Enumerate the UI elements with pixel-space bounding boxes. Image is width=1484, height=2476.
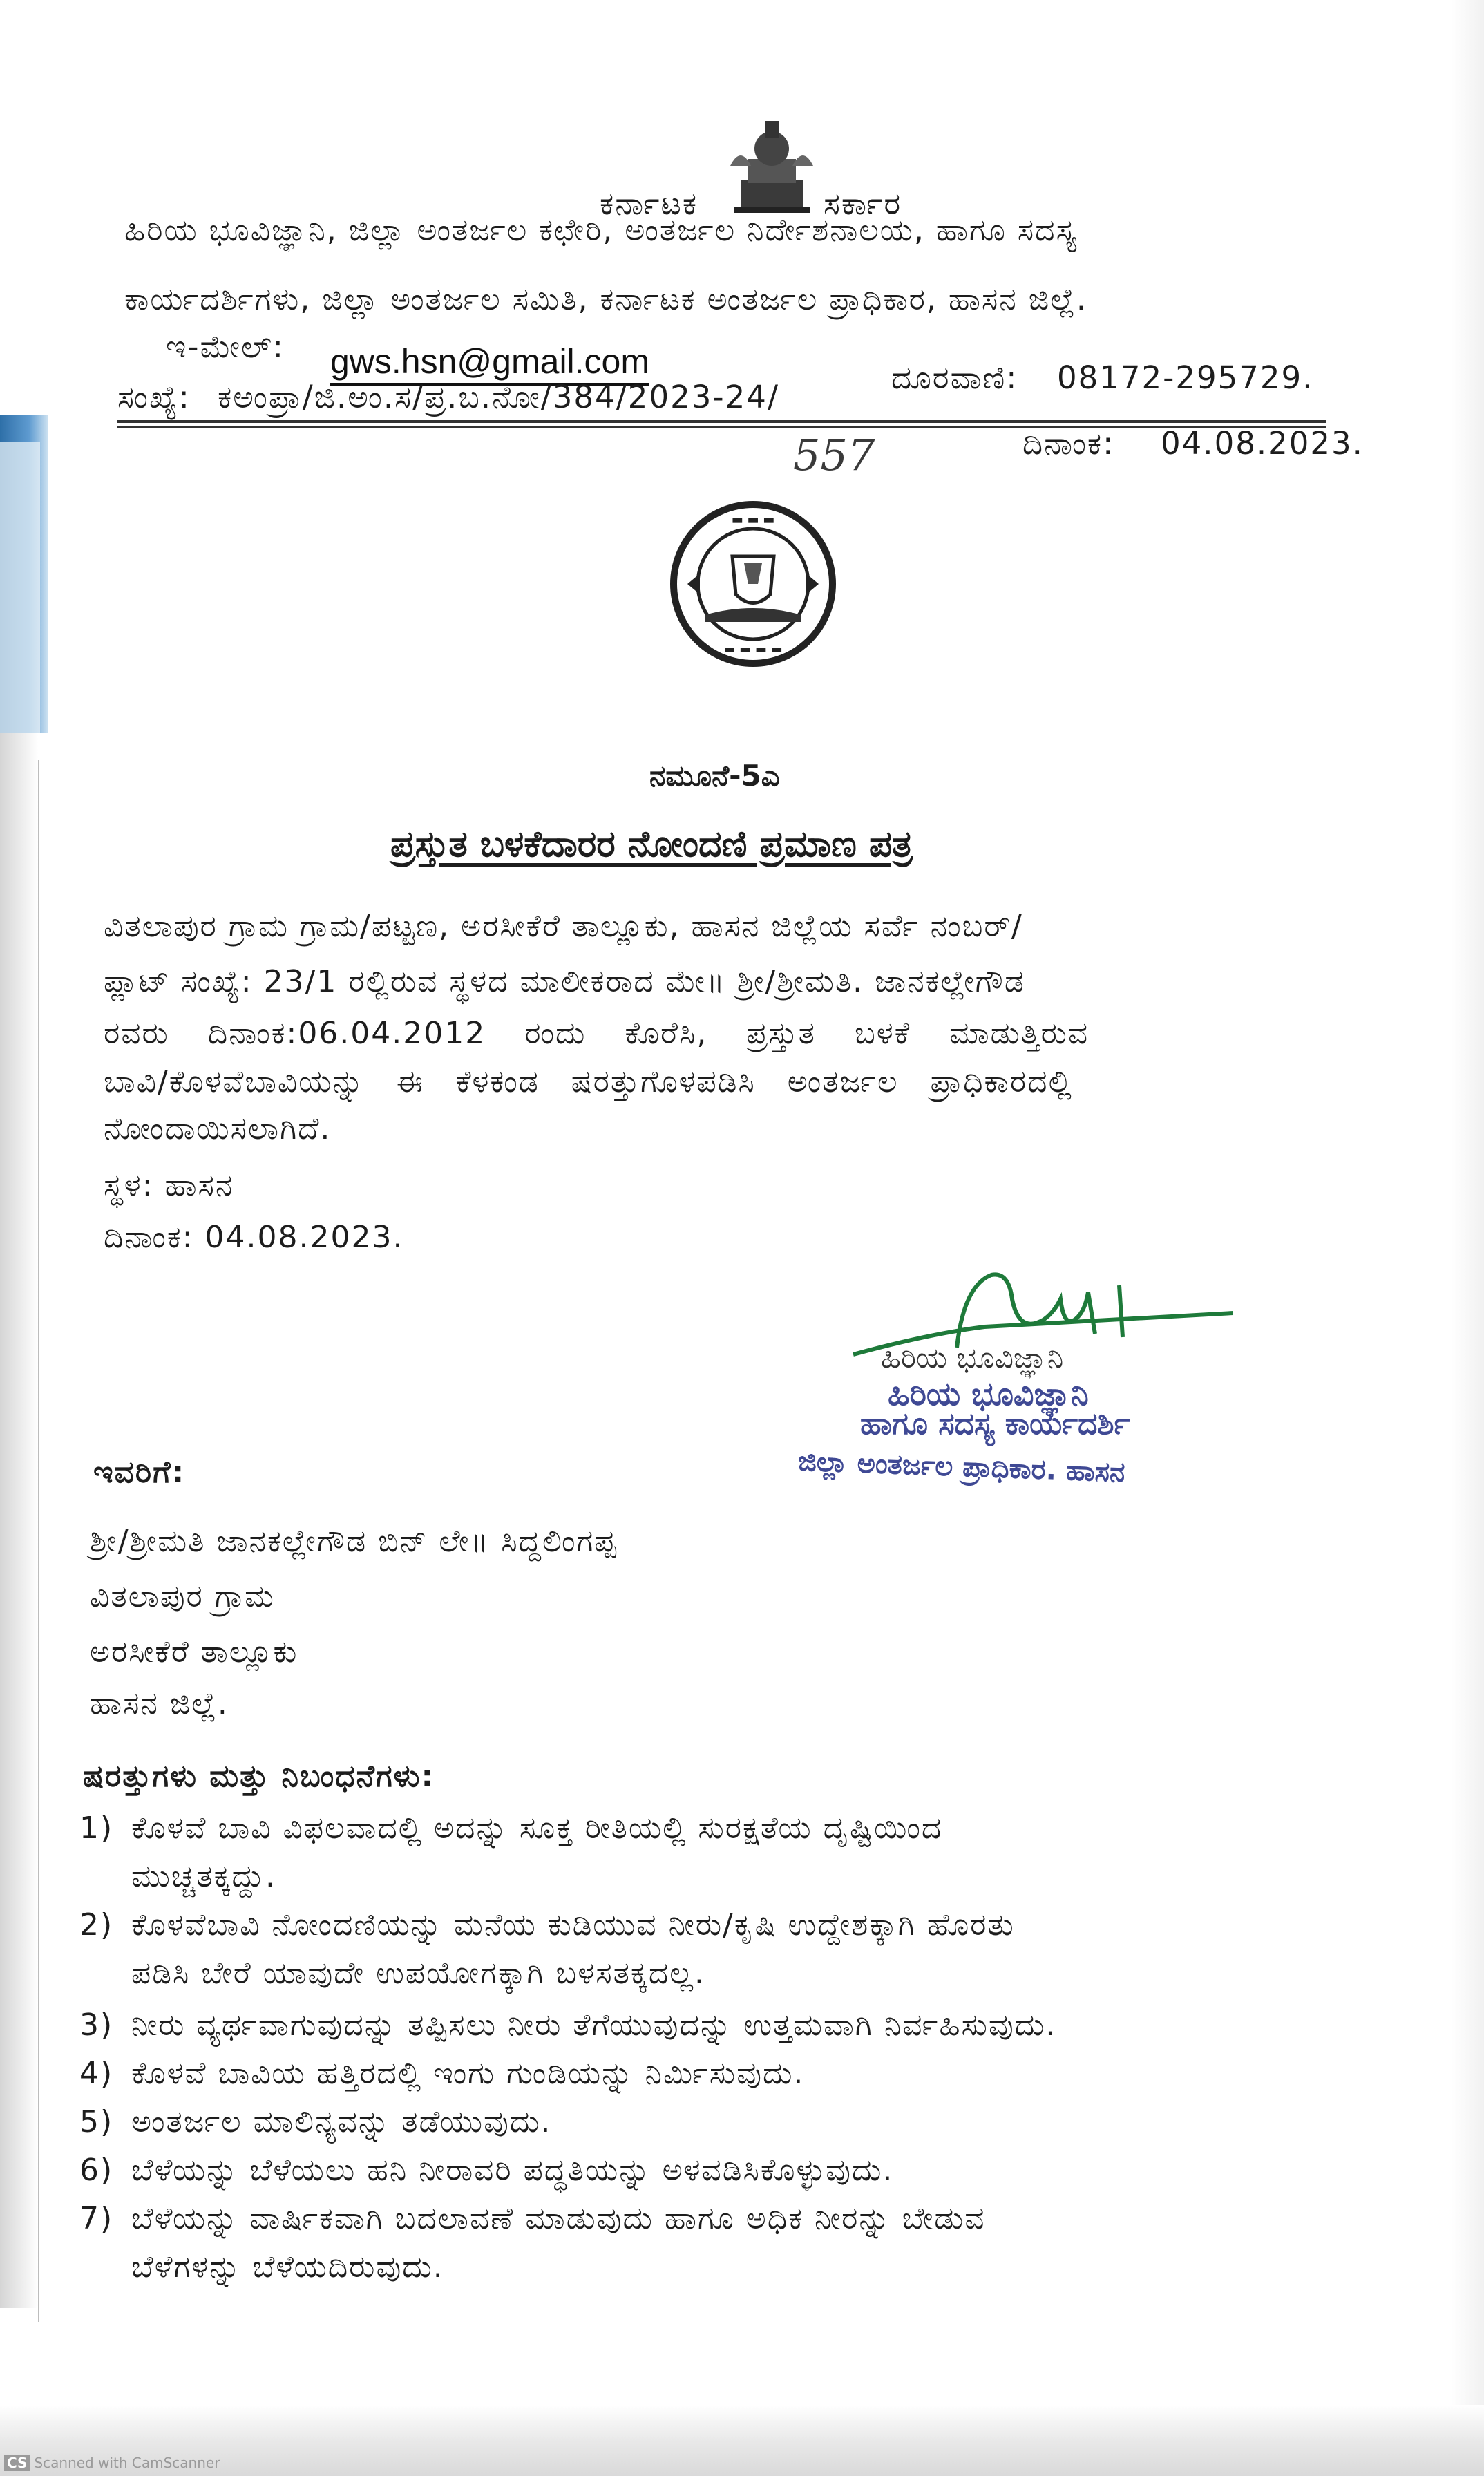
- email-address: gws.hsn@gmail.com: [330, 341, 649, 386]
- camscanner-text: Scanned with CamScanner: [34, 2455, 220, 2471]
- body-line-4: ಬಾವಿ/ಕೊಳವೆಬಾವಿಯನ್ನು ಈ ಕೆಳಕಂಡ ಷರತ್ತುಗೊಳಪಡಿಸಿ ಅಂತರ್ಜಲ ಪ್ರಾಧಿಕಾರದಲ್ಲಿ: [104, 1064, 1073, 1099]
- state-emblem-icon: [727, 117, 817, 214]
- body-date: ದಿನಾಂಕ: 04.08.2023.: [104, 1220, 404, 1255]
- department-seal-icon: [667, 498, 839, 670]
- recipient-village: ವಿತಲಾಪುರ ಗ್ರಾಮ: [90, 1579, 275, 1614]
- condition-text-cont: ಪಡಿಸಿ ಬೇರೆ ಯಾವುದೇ ಉಪಯೋಗಕ್ಕಾಗಿ ಬಳಸತಕ್ಕದಲ್ಲ.: [131, 1956, 706, 1991]
- scan-right-shade: [1451, 0, 1484, 2476]
- condition-text-cont: ಮುಚ್ಚತಕ್ಕದ್ದು.: [131, 1859, 276, 1894]
- gov-label-left: ಕರ್ನಾಟಕ: [600, 185, 698, 222]
- body-line-3: ರವರು ದಿನಾಂಕ:06.04.2012 ರಂದು ಕೊರೆಸಿ, ಪ್ರಸ್ತುತ ಬಳಕೆ ಮಾಡುತ್ತಿರುವ: [104, 1016, 1090, 1051]
- scan-bottom-shade: [0, 2405, 1484, 2476]
- signatory-designation: ಹಿರಿಯ ಭೂವಿಜ್ಞಾನಿ: [881, 1341, 1064, 1374]
- scan-edge-line: [38, 760, 39, 2322]
- condition-number: 7): [79, 2201, 114, 2236]
- recipient-label: ಇವರಿಗೆ:: [93, 1455, 186, 1490]
- condition-text: ಅಂತರ್ಜಲ ಮಾಲಿನ್ಯವನ್ನು ತಡೆಯುವುದು.: [131, 2104, 552, 2139]
- svg-text:▬ ▬ ▬ ▬: ▬ ▬ ▬ ▬: [723, 642, 783, 656]
- header-rule: [117, 420, 1326, 423]
- condition-number: 4): [79, 2056, 114, 2091]
- header-rule-thin: [117, 426, 1326, 428]
- stamp-designation: ಹಿರಿಯ ಭೂವಿಜ್ಞಾನಿ: [888, 1375, 1089, 1412]
- date-label: ದಿನಾಂಕ:: [1022, 425, 1115, 462]
- body-place: ಸ್ಥಳ: ಹಾಸನ: [104, 1168, 234, 1203]
- gov-label-right: ಸರ್ಕಾರ: [824, 185, 902, 222]
- form-number: ನಮೂನೆ-5ಎ: [649, 759, 780, 793]
- scan-edge-shadow: [0, 733, 38, 2308]
- condition-text: ಕೊಳವೆ ಬಾವಿಯ ಹತ್ತಿರದಲ್ಲಿ ಇಂಗು ಗುಂಡಿಯನ್ನು ನಿರ್ಮಿಸುವುದು.: [131, 2056, 805, 2091]
- scanner-footer: [4, 2455, 220, 2471]
- email-label: ಇ-ಮೇಲ್:: [166, 328, 285, 365]
- condition-text: ಬೆಳೆಯನ್ನು ಬೆಳೆಯಲು ಹನಿ ನೀರಾವರಿ ಪದ್ಧತಿಯನ್ನು ಅಳವಡಿಸಿಕೊಳ್ಳುವುದು.: [131, 2153, 894, 2188]
- stamp-member-secretary: ಹಾಗೂ ಸದಸ್ಯ ಕಾರ್ಯದರ್ಶಿ: [860, 1406, 1130, 1442]
- phone-label: ದೂರವಾಣಿ:: [891, 359, 1018, 396]
- form-title: ಪ್ರಸ್ತುತ ಬಳಕೆದಾರರ ನೋಂದಣಿ ಪ್ರಮಾಣ ಪತ್ರ: [390, 824, 913, 865]
- phone-number: 08172-295729.: [1057, 359, 1314, 396]
- ref-number: ಕಅಂಪ್ರಾ/ಜಿ.ಅಂ.ಸ/ಪ್ರ.ಬ.ನೋ/384/2023-24/: [218, 379, 779, 415]
- condition-number: 3): [79, 2007, 114, 2043]
- condition-text: ಕೊಳವೆಬಾವಿ ನೋಂದಣಿಯನ್ನು ಮನೆಯ ಕುಡಿಯುವ ನೀರು/ಕೃಷಿ ಉದ್ದೇಶಕ್ಕಾಗಿ ಹೊರತು: [131, 1907, 1015, 1943]
- office-line-2: ಕಾರ್ಯದರ್ಶಿಗಳು, ಜಿಲ್ಲಾ ಅಂತರ್ಜಲ ಸಮಿತಿ, ಕರ್ನಾಟಕ ಅಂತರ್ಜಲ ಪ್ರಾಧಿಕಾರ, ಹಾಸನ ಜಿಲ್ಲೆ.: [124, 282, 1087, 317]
- condition-text: ನೀರು ವ್ಯರ್ಥವಾಗುವುದನ್ನು ತಪ್ಪಿಸಲು ನೀರು ತೆಗೆಯುವುದನ್ನು ಉತ್ತಮವಾಗಿ ನಿರ್ವಹಿಸುವುದು.: [131, 2007, 1057, 2043]
- body-line-2: ಪ್ಲಾಟ್ ಸಂಖ್ಯೆ: 23/1 ರಲ್ಲಿರುವ ಸ್ಥಳದ ಮಾಲೀಕರಾದ ಮೇ॥ ಶ್ರೀ/ಶ್ರೀಮತಿ. ಜಾನಕಲ್ಲೇಗೌಡ: [104, 964, 1025, 999]
- scan-edge-light: [0, 442, 40, 733]
- stamp-authority: ಜಿಲ್ಲಾ ಅಂತರ್ಜಲ ಪ್ರಾಧಿಕಾರ. ಹಾಸನ: [797, 1445, 1126, 1489]
- condition-text: ಬೆಳೆಯನ್ನು ವಾರ್ಷಿಕವಾಗಿ ಬದಲಾವಣೆ ಮಾಡುವುದು ಹಾಗೂ ಅಧಿಕ ನೀರನ್ನು ಬೇಡುವ: [131, 2201, 986, 2236]
- recipient-district: ಹಾಸನ ಜಿಲ್ಲೆ.: [90, 1686, 229, 1721]
- condition-number: 5): [79, 2104, 114, 2139]
- header-date: 04.08.2023.: [1161, 425, 1364, 462]
- body-line-1: ವಿತಲಾಪುರ ಗ್ರಾಮ ಗ್ರಾಮ/ಪಟ್ಟಣ, ಅರಸೀಕೆರೆ ತಾಲ್ಲೂಕು, ಹಾಸನ ಜಿಲ್ಲೆಯ ಸರ್ವೆ ನಂಬರ್/: [104, 909, 1023, 944]
- body-line-5: ನೋಂದಾಯಿಸಲಾಗಿದೆ.: [104, 1111, 332, 1146]
- recipient-name: ಶ್ರೀ/ಶ್ರೀಮತಿ ಜಾನಕಲ್ಲೇಗೌಡ ಬಿನ್ ಲೇ॥ ಸಿದ್ದಲಿಂಗಪ್ಪ: [90, 1524, 618, 1559]
- condition-number: 6): [79, 2153, 114, 2188]
- condition-number: 2): [79, 1907, 114, 1943]
- office-line-1: ಹಿರಿಯ ಭೂವಿಜ್ಞಾನಿ, ಜಿಲ್ಲಾ ಅಂತರ್ಜಲ ಕಛೇರಿ, ಅಂತರ್ಜಲ ನಿರ್ದೇಶನಾಲಯ, ಹಾಗೂ ಸದಸ್ಯ: [124, 213, 1078, 248]
- condition-text-cont: ಬೆಳೆಗಳನ್ನು ಬೆಳೆಯದಿರುವುದು.: [131, 2249, 444, 2285]
- recipient-taluk: ಅರಸೀಕೆರೆ ತಾಲ್ಲೂಕು: [90, 1634, 298, 1670]
- condition-number: 1): [79, 1811, 114, 1846]
- condition-text: ಕೊಳವೆ ಬಾವಿ ವಿಫಲವಾದಲ್ಲಿ ಅದನ್ನು ಸೂಕ್ತ ರೀತಿಯಲ್ಲಿ ಸುರಕ್ಷತೆಯ ದೃಷ್ಟಿಯಿಂದ: [131, 1811, 943, 1846]
- ref-label: ಸಂಖ್ಯೆ:: [117, 379, 191, 415]
- conditions-heading: ಷರತ್ತುಗಳು ಮತ್ತು ನಿಬಂಧನೆಗಳು:: [83, 1759, 435, 1794]
- ref-handwritten: 557: [793, 430, 875, 480]
- svg-text:▬ ▬ ▬: ▬ ▬ ▬: [731, 513, 775, 527]
- camscanner-badge: CS: [4, 2455, 30, 2471]
